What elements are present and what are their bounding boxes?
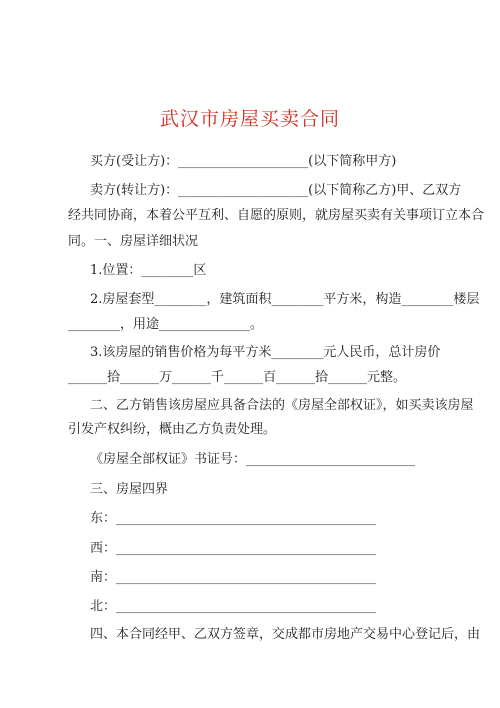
certificate-number-line: 《房屋全部权证》书证号：__________________________: [90, 452, 416, 467]
seller-line: 卖方(转让方)：____________________(以下简称乙方)甲、乙双方: [90, 183, 462, 198]
house-type-line: 2.房屋套型________，建筑面积________平方米，构造________楼层: [90, 292, 480, 307]
house-usage-line: ________，用途______________。: [68, 317, 264, 332]
clause-two-line: 二、乙方销售该房屋应具备合法的《房屋全部权证》，如买卖该房屋: [90, 398, 474, 413]
body-text-line: 同。一、房屋详细状况: [68, 234, 199, 249]
boundary-west-line: 西：________________________________________: [90, 541, 377, 556]
boundary-east-line: 东：________________________________________: [90, 511, 377, 526]
boundary-south-line: 南：________________________________________: [90, 570, 377, 585]
boundary-north-line: 北：________________________________________: [90, 599, 377, 614]
boundaries-heading: 三、房屋四界: [90, 482, 169, 497]
total-price-line: ______拾______万______千______百______拾______元整。: [68, 370, 407, 385]
body-text-line: 经共同协商，本着公平互利、自愿的原则，就房屋买卖有关事项订立本合: [68, 208, 485, 223]
clause-two-line: 引发产权纠纷，概由乙方负责处理。: [68, 422, 277, 437]
price-line: 3.该房屋的销售价格为每平方米________元人民币，总计房价: [90, 345, 441, 360]
buyer-line: 买方(受让方)：____________________(以下简称甲方): [90, 154, 397, 169]
location-line: 1.位置：________区: [90, 263, 207, 278]
contract-title: 武汉市房屋买卖合同: [159, 108, 340, 130]
clause-four-line: 四、本合同经甲、乙双方签章，交成都市房地产交易中心登记后，由: [90, 627, 481, 642]
